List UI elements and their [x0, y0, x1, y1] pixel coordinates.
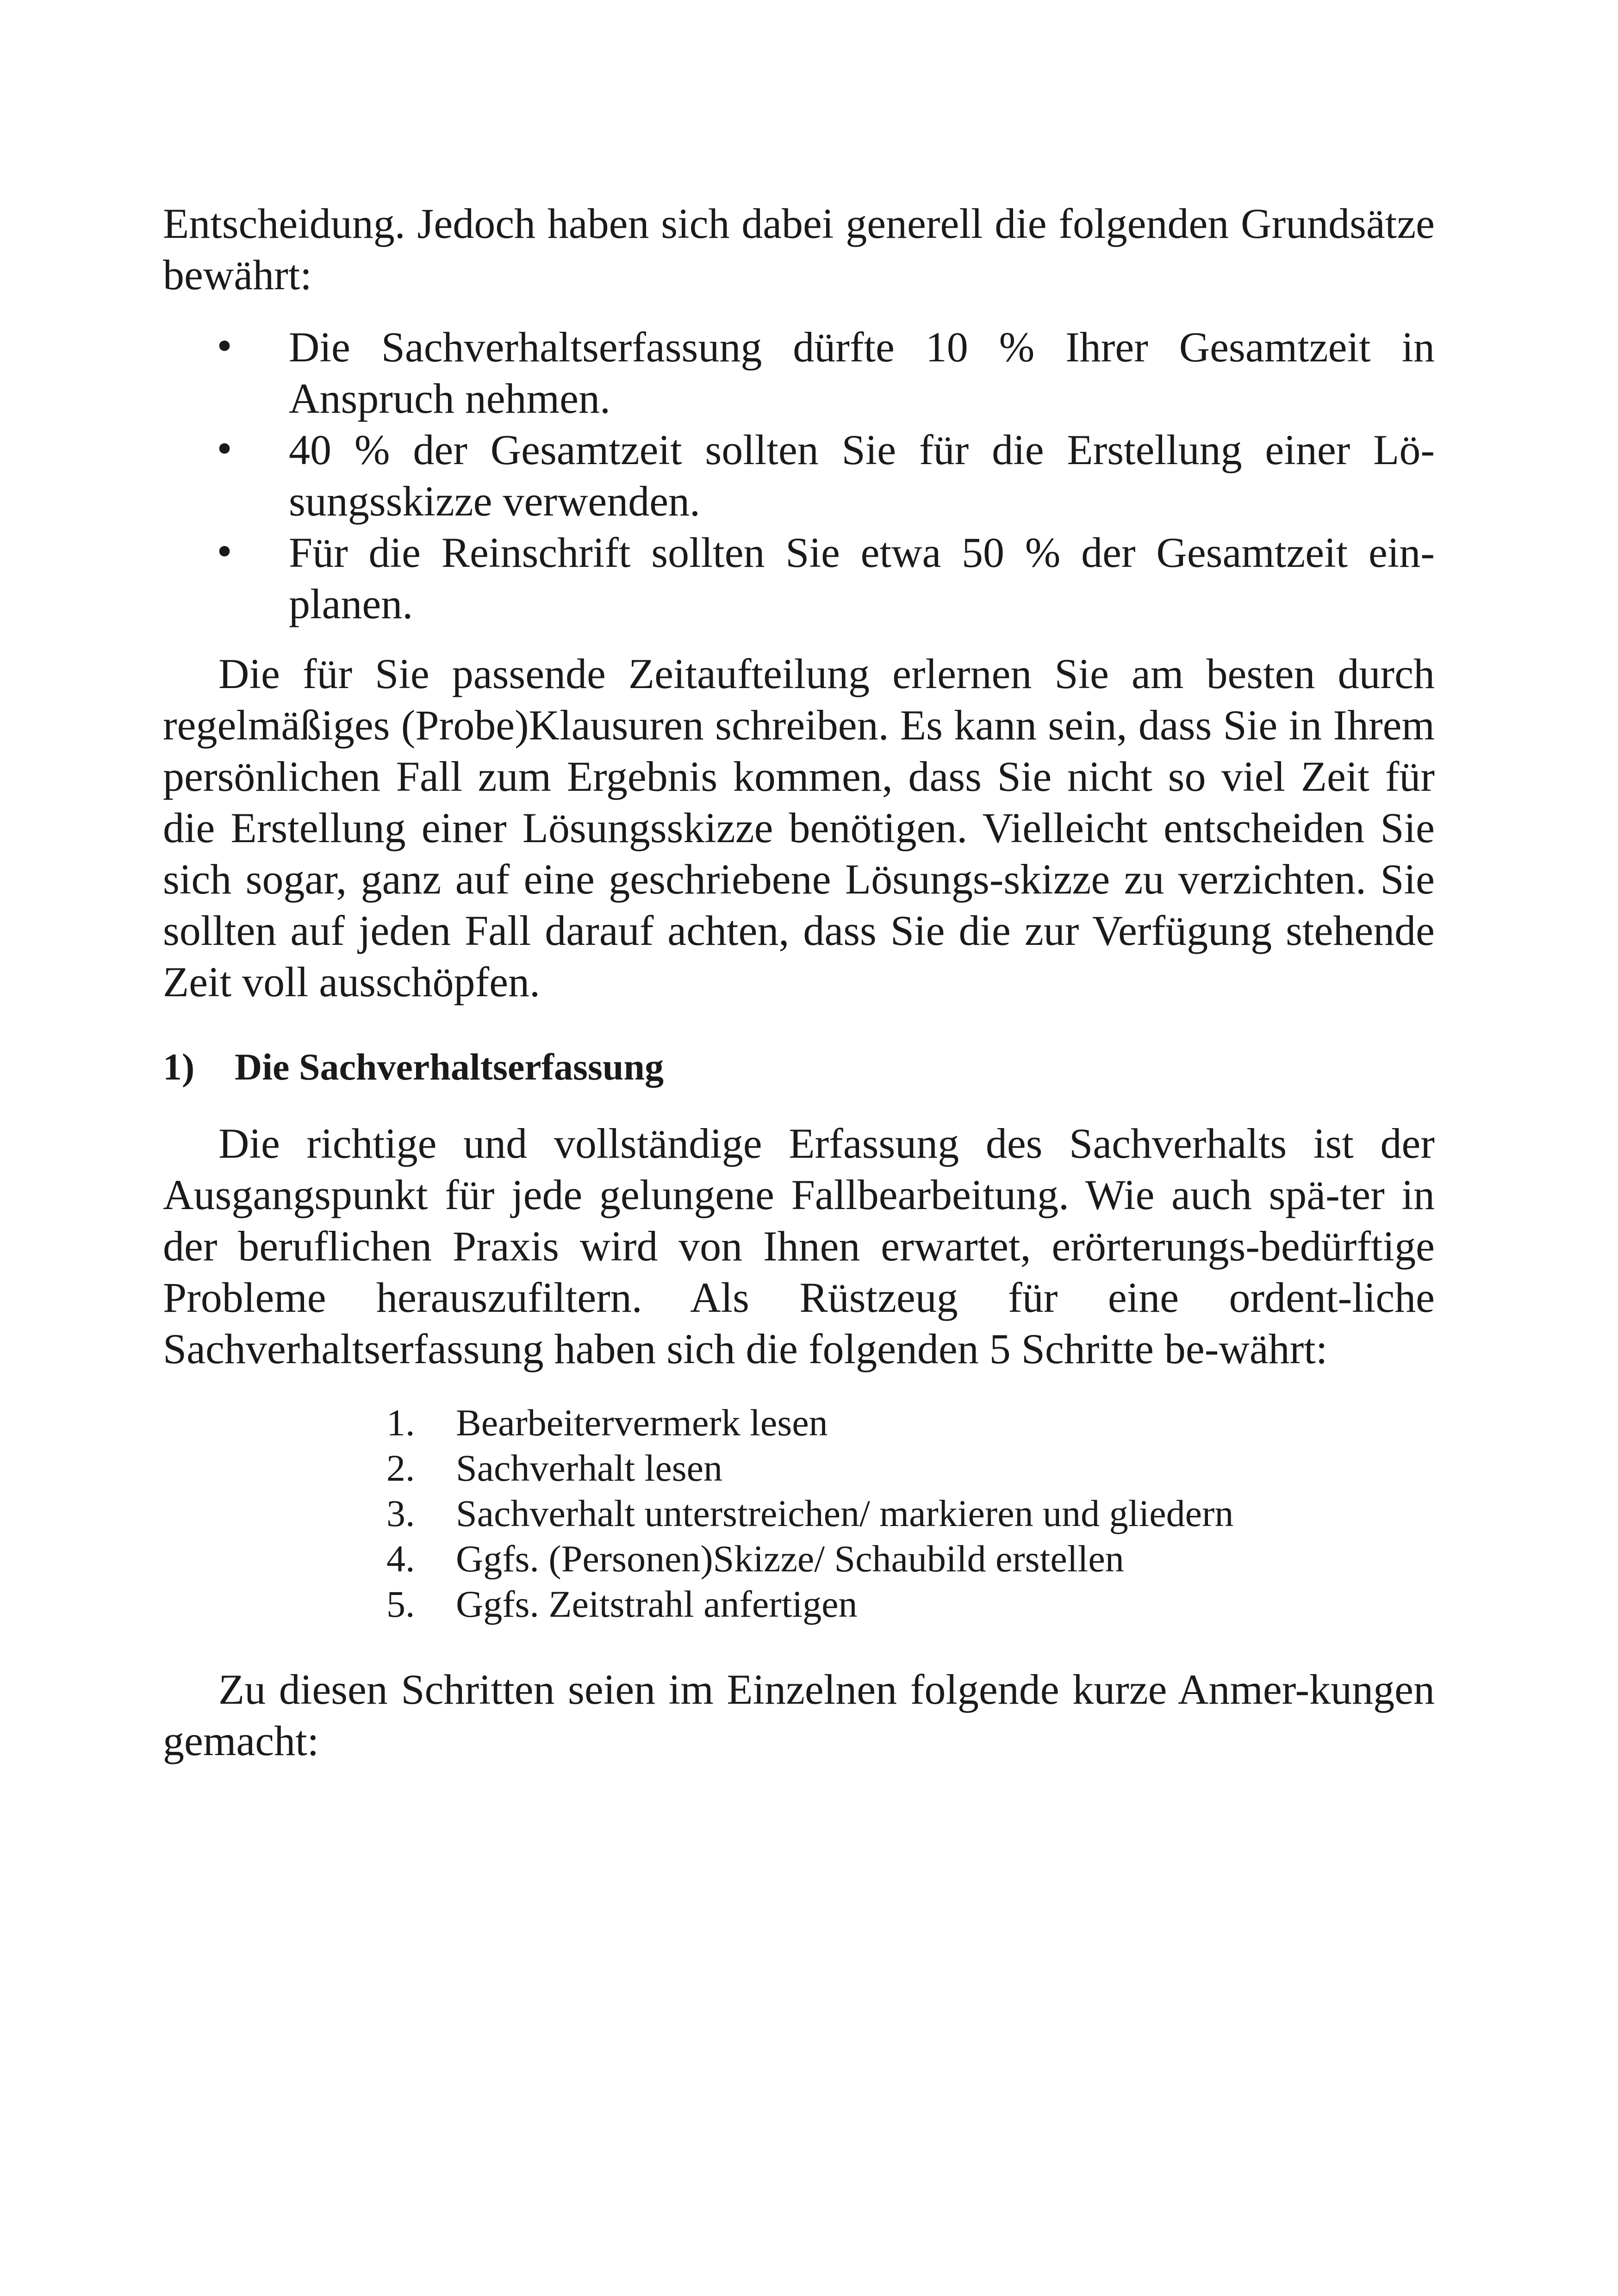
- step-text: Bearbeitervermerk lesen: [456, 1402, 828, 1444]
- step-number: 1.: [386, 1402, 415, 1444]
- closing-paragraph: Zu diesen Schritten seien im Einzelnen folgende kurze Anmer-kungen gemacht:: [163, 1666, 1435, 1764]
- bullet-icon: •: [214, 532, 236, 573]
- bullet-icon: •: [214, 429, 236, 471]
- list-item: [163, 424, 1435, 527]
- list-item-text: 40 % der Gesamtzeit sollten Sie für die Erstellung einer Lö-sungsskizze verwenden.: [289, 426, 1435, 525]
- step-item: [383, 1491, 1435, 1536]
- time-planning-paragraph: Die für Sie passende Zeitaufteilung erlernen Sie am besten durch regelmäßiges (Probe)Klausuren schreiben. Es kann sein, dass Sie in Ihrem persönlichen Fall zum Ergebnis kommen, dass Sie nicht so viel Zeit für die Erstellung einer Lösungsskizze benötigen. Vielleicht entscheiden Sie sich sogar, ganz auf eine geschriebene Lösungs-skizze zu verzichten. Sie sollten auf jeden Fall darauf achten, dass Sie die zur Verfügung stehende Zeit voll ausschöpfen.: [163, 650, 1435, 1005]
- step-text: Sachverhalt unterstreichen/ markieren und gliedern: [456, 1492, 1234, 1534]
- step-item: [383, 1446, 1435, 1491]
- list-item: [163, 322, 1435, 424]
- section-heading: [163, 1044, 1435, 1090]
- document-page: [163, 198, 1435, 1767]
- step-number: 5.: [386, 1583, 415, 1625]
- bullet-icon: •: [214, 326, 236, 368]
- section-intro-paragraph: Die richtige und vollständige Erfassung des Sachverhalts ist der Ausgangspunkt für jede gelungene Fallbearbeitung. Wie auch spä-ter in der beruflichen Praxis wird von Ihnen erwartet, erörterungs-bedürftige Probleme herauszufiltern. Als Rüstzeug für eine ordent-liche Sachverhaltserfassung haben sich die folgenden 5 Schritte be-währt:: [163, 1120, 1435, 1372]
- step-number: 2.: [386, 1447, 415, 1489]
- step-text: Sachverhalt lesen: [456, 1447, 723, 1489]
- list-item-text: Die Sachverhaltserfassung dürfte 10 % Ihrer Gesamtzeit in Anspruch nehmen.: [289, 323, 1435, 422]
- step-text: Ggfs. (Personen)Skizze/ Schaubild erstellen: [456, 1538, 1124, 1580]
- step-text: Ggfs. Zeitstrahl anfertigen: [456, 1583, 858, 1625]
- steps-list: [163, 1400, 1435, 1627]
- list-item-text: Für die Reinschrift sollten Sie etwa 50 % der Gesamtzeit ein-planen.: [289, 529, 1435, 627]
- time-allocation-list: [163, 322, 1435, 630]
- step-number: 3.: [386, 1492, 415, 1534]
- step-item: [383, 1400, 1435, 1446]
- section-title: Die Sachverhaltserfassung: [235, 1046, 664, 1088]
- step-item: [383, 1536, 1435, 1582]
- list-item: [163, 527, 1435, 630]
- step-item: [383, 1582, 1435, 1627]
- section-number: 1): [163, 1046, 195, 1088]
- step-number: 4.: [386, 1538, 415, 1580]
- intro-paragraph: Entscheidung. Jedoch haben sich dabei generell die folgenden Grundsätze bewährt:: [163, 200, 1435, 298]
